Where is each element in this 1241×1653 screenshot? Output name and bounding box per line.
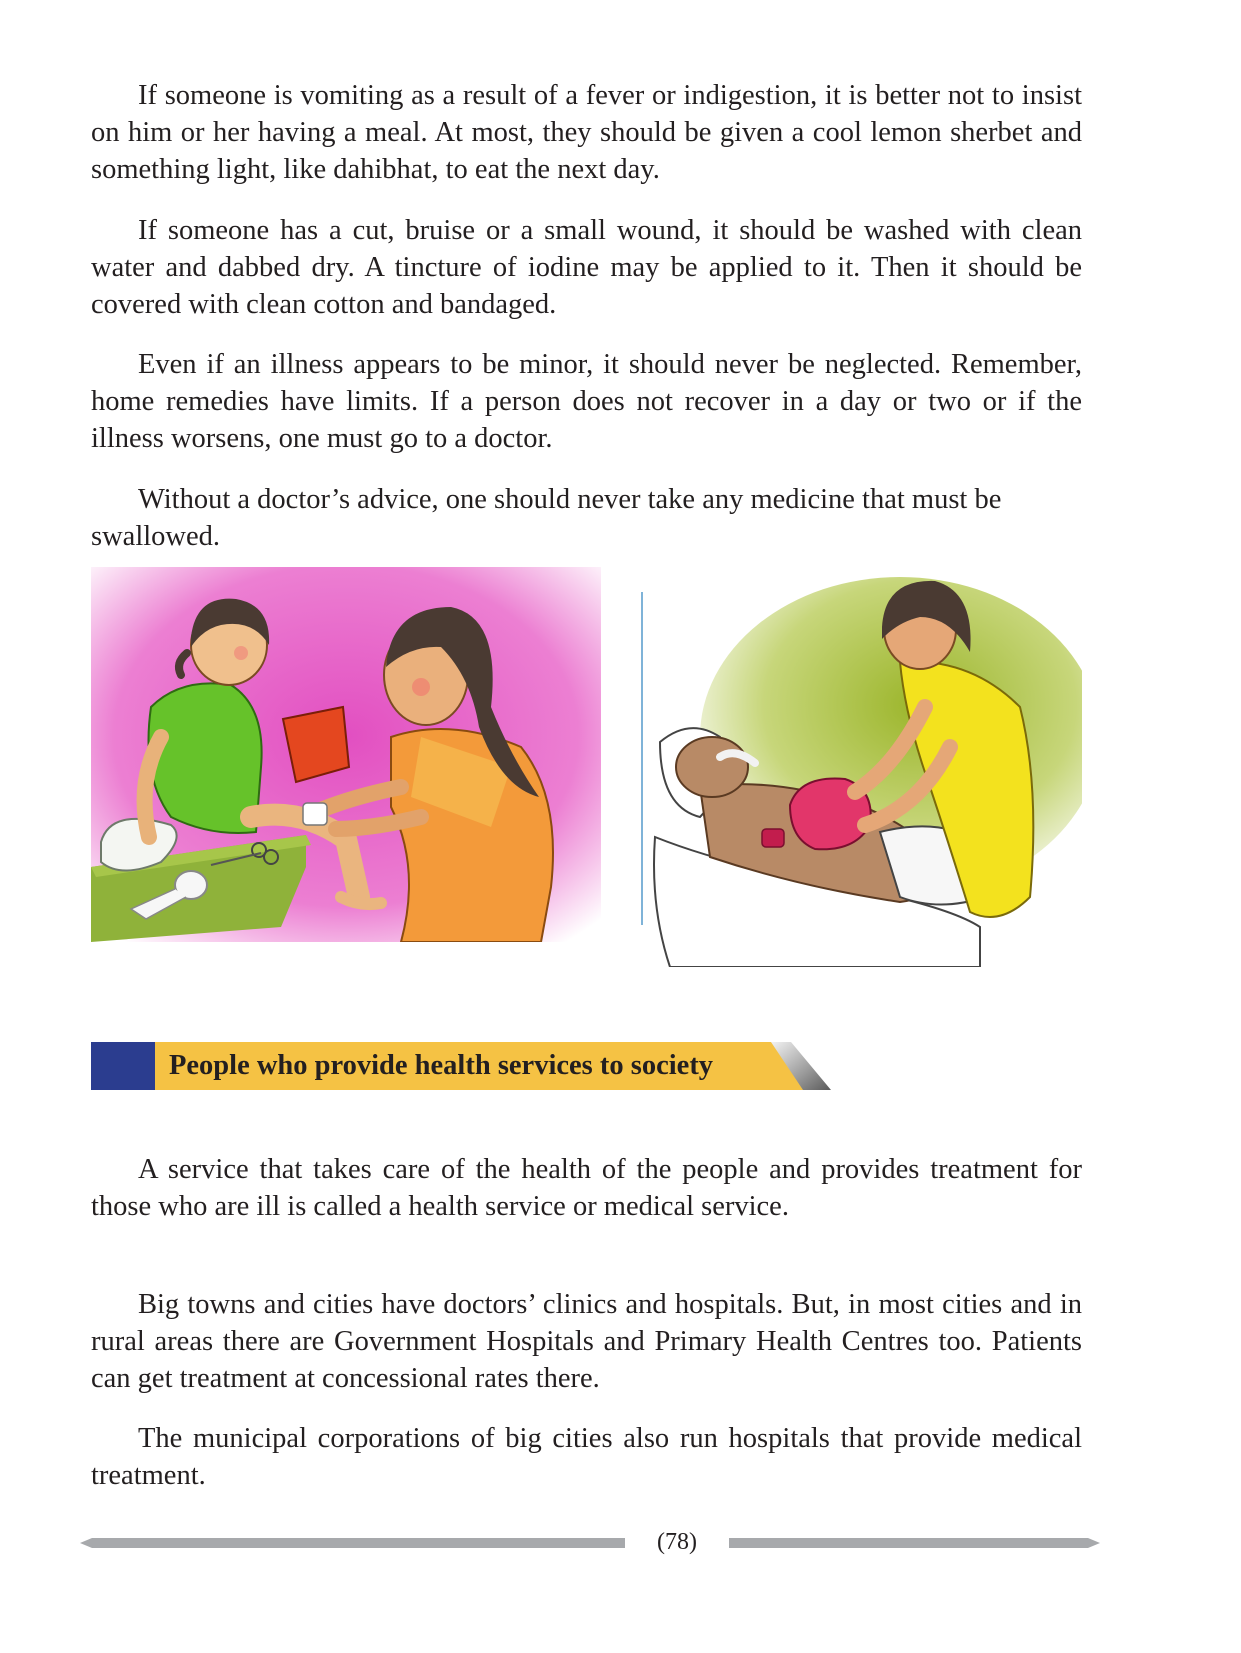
paragraph-vomiting-advice: If someone is vomiting as a result of a fever or indigestion, it is better not to insist on him or her having a meal. At most, they should be given a cool lemon sherbet and something light, like dahibhat, to eat the next day. (91, 80, 1082, 185)
paragraph-municipal-hospitals: The municipal corporations of big cities also run hospitals that provide medical treatment. (91, 1423, 1082, 1491)
page-number: (78) (657, 1529, 697, 1555)
paragraph-health-service-definition: A service that takes care of the health of the people and provides treatment for those who are ill is called a health service or medical service. (91, 1154, 1082, 1222)
illustration-hot-water-bag (650, 567, 1082, 967)
section-heading-banner (91, 1042, 851, 1090)
page-footer (80, 1523, 1100, 1563)
illustration-divider (641, 592, 643, 925)
paragraph-medicine-warning: Without a doctor’s advice, one should never take any medicine that must be swallowed. (91, 484, 1002, 552)
section-heading: People who provide health services to society (169, 1050, 714, 1081)
paragraph-clinics-hospitals: Big towns and cities have doctors’ clinics and hospitals. But, in most cities and in rural areas there are Government Hospitals and Primary Health Centres too. Patients can get treatment at concessional rates there. (91, 1289, 1082, 1394)
illustration-bandaging-girl (91, 567, 601, 942)
paragraph-wound-care: If someone has a cut, bruise or a small wound, it should be washed with clean water and dabbed dry. A tincture of iodine may be applied to it. Then it should be covered with clean cotton and bandaged. (91, 215, 1082, 320)
paragraph-minor-illness: Even if an illness appears to be minor, it should never be neglected. Remember, home remedies have limits. If a person does not recover in a day or two or if the illness worsens, one must go to a doctor. (91, 349, 1082, 454)
